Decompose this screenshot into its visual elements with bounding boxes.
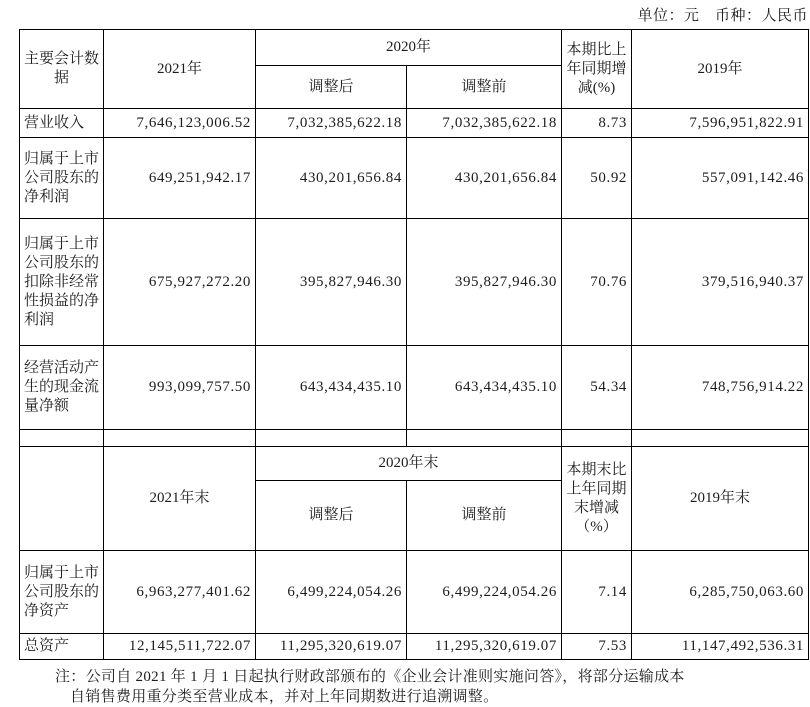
table-row-total-assets: [20, 634, 809, 660]
cell-2021: 675,927,272.20: [104, 219, 256, 346]
cell-2019: 7,596,951,822.91: [632, 109, 809, 138]
cell-2020-adjusted: 11,295,320,619.07: [256, 634, 407, 660]
cell-2020-pre: 643,434,435.10: [407, 346, 562, 430]
cell-2020-pre: 395,827,946.30: [407, 219, 562, 346]
cell-2019: 379,516,940.37: [632, 219, 809, 346]
cell-2021: 7,646,123,006.52: [104, 109, 256, 138]
cell-2021: 6,963,277,401.62: [104, 551, 256, 634]
cell-change: 7.53: [562, 634, 632, 660]
header2-2021-end: 2021年末: [104, 447, 256, 551]
cell-2020-adjusted: 6,499,224,054.26: [256, 551, 407, 634]
header-yoy-change: 本期比上年同期增减(%): [562, 30, 632, 109]
header-2019: 2019年: [632, 30, 809, 109]
cell-change: 70.76: [562, 219, 632, 346]
cell-2020-pre: 7,032,385,622.18: [407, 109, 562, 138]
row-label: 归属于上市公司股东的净资产: [20, 551, 104, 634]
cell-2019: 748,756,914.22: [632, 346, 809, 430]
row-label: 归属于上市公司股东的扣除非经常性损益的净利润: [20, 219, 104, 346]
cell-2020-pre: 11,295,320,619.07: [407, 634, 562, 660]
cell-change: 7.14: [562, 551, 632, 634]
header2-after-adjustment: 调整后: [256, 481, 407, 551]
table-row-net-assets: [20, 551, 809, 634]
cell-2020-pre: 6,499,224,054.26: [407, 551, 562, 634]
cell-2020-adjusted: 395,827,946.30: [256, 219, 407, 346]
cell-2019: 11,147,492,536.31: [632, 634, 809, 660]
header2-2019-end: 2019年末: [632, 447, 809, 551]
cell-2021: 649,251,942.17: [104, 138, 256, 219]
row-label: 总资产: [20, 634, 104, 660]
footnote-line2: 自销售费用重分类至营业成本，并对上年同期数进行追溯调整。: [70, 689, 499, 705]
footnote-line1: 注：公司自 2021 年 1 月 1 日起执行财政部颁布的《企业会计准则实施问答》，将部分运输成本: [55, 669, 685, 685]
unit-currency-line: 单位：元 币种：人民币: [637, 8, 808, 24]
cell-2020-pre: 430,201,656.84: [407, 138, 562, 219]
cell-2021: 12,145,511,722.07: [104, 634, 256, 660]
row-label: 归属于上市公司股东的净利润: [20, 138, 104, 219]
footnote: [55, 667, 800, 707]
cell-2020-adjusted: 430,201,656.84: [256, 138, 407, 219]
cell-2020-adjusted: 7,032,385,622.18: [256, 109, 407, 138]
cell-change: 50.92: [562, 138, 632, 219]
header-2021: 2021年: [104, 30, 256, 109]
separator-row: [20, 430, 809, 447]
header2-period-end-change: 本期末比上年同期末增减（%）: [562, 447, 632, 551]
cell-change: 8.73: [562, 109, 632, 138]
cell-2021: 993,099,757.50: [104, 346, 256, 430]
header-2020: 2020年: [256, 30, 562, 66]
key-accounting-data-table: [19, 29, 809, 660]
cell-2019: 557,091,142.46: [632, 138, 809, 219]
header-after-adjustment: 调整后: [256, 66, 407, 109]
cell-2019: 6,285,750,063.60: [632, 551, 809, 634]
cell-2020-adjusted: 643,434,435.10: [256, 346, 407, 430]
header2-2020-end: 2020年末: [256, 447, 562, 481]
header-main-metrics: 主要会计数据: [20, 30, 104, 109]
header2-main-blank: [20, 447, 104, 551]
table-row-revenue: [20, 109, 809, 138]
cell-change: 54.34: [562, 346, 632, 430]
row-label: 营业收入: [20, 109, 104, 138]
header-before-adjustment: 调整前: [407, 66, 562, 109]
row-label: 经营活动产生的现金流量净额: [20, 346, 104, 430]
table-row-net-profit-excl-nonrecurring: [20, 219, 809, 346]
header2-before-adjustment: 调整前: [407, 481, 562, 551]
table-row-net-profit: [20, 138, 809, 219]
table-row-operating-cash-flow: [20, 346, 809, 430]
